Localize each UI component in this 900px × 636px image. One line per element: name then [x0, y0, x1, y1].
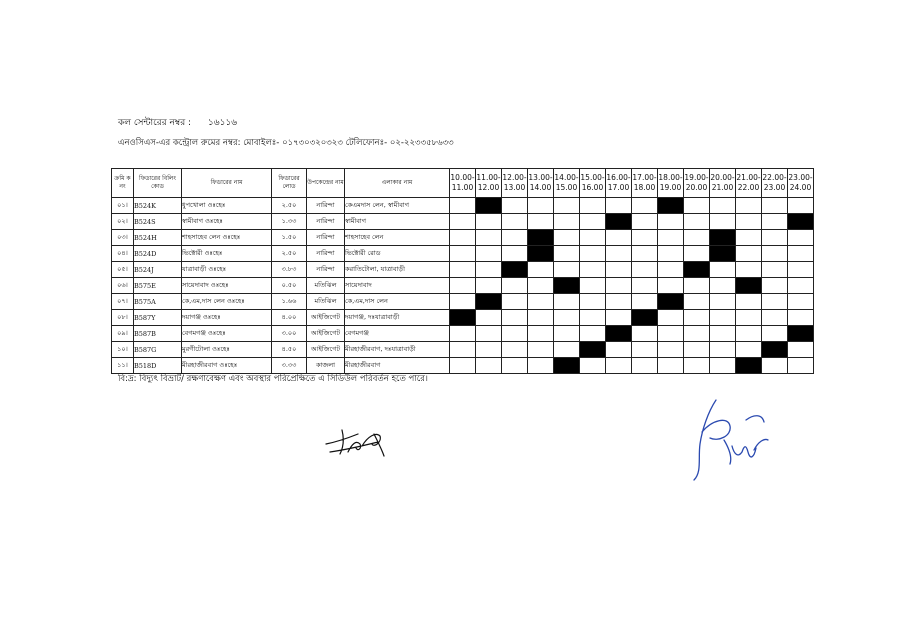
slot-cell [736, 198, 762, 214]
slot-cell [736, 262, 762, 278]
slot-cell [450, 246, 476, 262]
slot-cell [502, 246, 528, 262]
slot-cell [762, 310, 788, 326]
slot-cell [606, 198, 632, 214]
header-slot: 21.00-22.00 [736, 169, 762, 198]
billing-code-cell: B524S [134, 214, 182, 230]
header-slot: 19.00-20.00 [684, 169, 710, 198]
header-billing-code: ফিডারের বিলিং কোড [134, 169, 182, 198]
outage-slot-cell [528, 246, 554, 262]
slot-cell [502, 294, 528, 310]
slot-cell [658, 342, 684, 358]
slot-cell [450, 342, 476, 358]
outage-slot-cell [476, 294, 502, 310]
outage-slot-cell [762, 342, 788, 358]
slot-cell [684, 310, 710, 326]
area-cell: মীরহাজীরবাগ [345, 358, 450, 374]
slot-cell [762, 198, 788, 214]
slot-cell [788, 230, 814, 246]
feeder-name-cell: ভিক্টোরী ওঃহেঃ [182, 246, 272, 262]
substation-cell: কাজলা [307, 358, 345, 374]
outage-slot-cell [710, 230, 736, 246]
billing-code-cell: B518D [134, 358, 182, 374]
slot-cell [788, 246, 814, 262]
slot-cell [632, 262, 658, 278]
slot-cell [658, 310, 684, 326]
area-cell: মীরহাজীরবাগ, দঃযাত্রাবাড়ী [345, 342, 450, 358]
slot-cell [450, 230, 476, 246]
header-slot: 20.00-21.00 [710, 169, 736, 198]
slot-cell [684, 278, 710, 294]
slot-cell [528, 310, 554, 326]
serial-cell: ০৬। [112, 278, 134, 294]
slot-cell [658, 246, 684, 262]
outage-slot-cell [736, 278, 762, 294]
serial-cell: ০১। [112, 198, 134, 214]
slot-cell [658, 262, 684, 278]
slot-cell [606, 230, 632, 246]
outage-slot-cell [528, 230, 554, 246]
slot-cell [788, 278, 814, 294]
header-slot: 16.00-17.00 [606, 169, 632, 198]
load-shedding-schedule-table [111, 168, 814, 374]
slot-cell [554, 342, 580, 358]
slot-cell [554, 294, 580, 310]
feeder-name-cell: ধুপখোলা ওঃহেঃ [182, 198, 272, 214]
feeder-name-cell: মুরগীটোলা ওঃহেঃ [182, 342, 272, 358]
slot-cell [606, 278, 632, 294]
feeder-load-cell: ১.৬৬ [272, 294, 307, 310]
control-room-line: এনওসিএস-এর কন্ট্রোল রুমের নম্বর: মোবাইলঃ- ০১৭৩০৩২০৩২৩ টেলিফোনঃ- ০২-২২৩৩৫৮৬৩৩ [118, 138, 454, 148]
slot-cell [736, 214, 762, 230]
header-slot: 13.00-14.00 [528, 169, 554, 198]
table-row [112, 198, 814, 214]
slot-cell [580, 246, 606, 262]
slot-cell [606, 294, 632, 310]
area-cell: দয়াগঞ্জ, দঃযাত্রাবাড়ী [345, 310, 450, 326]
slot-cell [684, 246, 710, 262]
slot-cell [762, 214, 788, 230]
slot-cell [554, 246, 580, 262]
slot-cell [580, 214, 606, 230]
area-cell: কে,এম,দাস লেন [345, 294, 450, 310]
table-row [112, 262, 814, 278]
slot-cell [684, 358, 710, 374]
feeder-load-cell: ৪.৫০ [272, 342, 307, 358]
slot-cell [762, 230, 788, 246]
slot-cell [580, 310, 606, 326]
slot-cell [658, 278, 684, 294]
slot-cell [450, 198, 476, 214]
feeder-load-cell: ২.৫০ [272, 246, 307, 262]
slot-cell [554, 310, 580, 326]
slot-cell [580, 198, 606, 214]
header-area: এলাকার নাম [345, 169, 450, 198]
slot-cell [450, 262, 476, 278]
slot-cell [788, 310, 814, 326]
billing-code-cell: B575E [134, 278, 182, 294]
slot-cell [632, 198, 658, 214]
feeder-load-cell: ০.৫০ [272, 278, 307, 294]
slot-cell [502, 278, 528, 294]
outage-slot-cell [476, 198, 502, 214]
slot-cell [502, 230, 528, 246]
slot-cell [502, 342, 528, 358]
call-center-number: ১৬১১৬ [207, 118, 238, 128]
slot-cell [554, 198, 580, 214]
slot-cell [554, 326, 580, 342]
slot-cell [658, 358, 684, 374]
serial-cell: ০৮। [112, 310, 134, 326]
substation-cell: নারিন্দা [307, 214, 345, 230]
outage-slot-cell [658, 198, 684, 214]
feeder-name-cell: স্বামীবাগ ওঃহেঃ [182, 214, 272, 230]
slot-cell [710, 214, 736, 230]
substation-cell: আইজিগেট [307, 310, 345, 326]
slot-cell [450, 214, 476, 230]
header-feeder-name: ফিডারের নাম [182, 169, 272, 198]
slot-cell [528, 198, 554, 214]
table-row [112, 294, 814, 310]
area-cell: শাহসাহেব লেন [345, 230, 450, 246]
slot-cell [736, 342, 762, 358]
slot-cell [632, 278, 658, 294]
substation-cell: নারিন্দা [307, 246, 345, 262]
billing-code-cell: B587B [134, 326, 182, 342]
table-row [112, 246, 814, 262]
slot-cell [762, 294, 788, 310]
slot-cell [502, 326, 528, 342]
billing-code-cell: B524K [134, 198, 182, 214]
slot-cell [684, 294, 710, 310]
table-row [112, 326, 814, 342]
slot-cell [606, 310, 632, 326]
slot-cell [528, 326, 554, 342]
header-slot: 10.00-11.00 [450, 169, 476, 198]
slot-cell [606, 358, 632, 374]
slot-cell [658, 214, 684, 230]
slot-cell [710, 294, 736, 310]
slot-cell [710, 358, 736, 374]
slot-cell [710, 342, 736, 358]
header-feeder-load: ফিডারের লোড [272, 169, 307, 198]
substation-cell: নারিন্দা [307, 198, 345, 214]
slot-cell [736, 294, 762, 310]
serial-cell: ০২। [112, 214, 134, 230]
slot-cell [684, 230, 710, 246]
slot-cell [658, 230, 684, 246]
slot-cell [658, 326, 684, 342]
billing-code-cell: B587Y [134, 310, 182, 326]
slot-cell [736, 326, 762, 342]
feeder-name-cell: মীরহাজীরবাগ ওঃহেঃ [182, 358, 272, 374]
slot-cell [710, 310, 736, 326]
slot-cell [502, 214, 528, 230]
slot-cell [476, 358, 502, 374]
slot-cell [502, 358, 528, 374]
slot-cell [554, 230, 580, 246]
substation-cell: নারিন্দা [307, 262, 345, 278]
billing-code-cell: B524J [134, 262, 182, 278]
billing-code-cell: B575A [134, 294, 182, 310]
slot-cell [450, 278, 476, 294]
outage-slot-cell [502, 262, 528, 278]
header-slot: 14.00-15.00 [554, 169, 580, 198]
slot-cell [632, 326, 658, 342]
slot-cell [632, 214, 658, 230]
slot-cell [684, 214, 710, 230]
slot-cell [554, 262, 580, 278]
signature-right [688, 392, 778, 484]
serial-cell: ০৪। [112, 246, 134, 262]
billing-code-cell: B587G [134, 342, 182, 358]
call-center-label: কল সেন্টারের নম্বর : [118, 118, 192, 128]
feeder-name-cell: কে,এম,দাস লেন ওঃহেঃ [182, 294, 272, 310]
slot-cell [788, 294, 814, 310]
slot-cell [502, 310, 528, 326]
outage-slot-cell [788, 214, 814, 230]
slot-cell [554, 214, 580, 230]
header-slot: 17.00-18.00 [632, 169, 658, 198]
slot-cell [762, 358, 788, 374]
table-row [112, 214, 814, 230]
signature-left [322, 422, 402, 462]
slot-cell [476, 326, 502, 342]
substation-cell: আইজিগেট [307, 342, 345, 358]
slot-cell [736, 310, 762, 326]
slot-cell [528, 262, 554, 278]
substation-cell: মতিঝিল [307, 278, 345, 294]
feeder-load-cell: ১.৩৩ [272, 214, 307, 230]
table-row [112, 310, 814, 326]
slot-cell [528, 358, 554, 374]
header-serial: ক্রমি ক নং [112, 169, 134, 198]
slot-cell [632, 358, 658, 374]
slot-cell [632, 230, 658, 246]
area-cell: কেএমদাস লেন, স্বামীবাগ [345, 198, 450, 214]
slot-cell [762, 246, 788, 262]
area-cell: স্বামীবাগ [345, 214, 450, 230]
slot-cell [476, 230, 502, 246]
header-slot: 18.00-19.00 [658, 169, 684, 198]
schedule-note: বি:দ্র: বিদ্যুৎ বিভ্রাট/ রক্ষণাবেক্ষণ এবং অবস্থার পরিপ্রেক্ষিতে এ সিডিউল পরিবর্তন হতে পারে। [118, 374, 428, 384]
slot-cell [450, 294, 476, 310]
feeder-load-cell: ২.৫০ [272, 198, 307, 214]
slot-cell [476, 342, 502, 358]
slot-cell [788, 358, 814, 374]
table-row [112, 230, 814, 246]
slot-cell [762, 326, 788, 342]
outage-slot-cell [684, 262, 710, 278]
slot-cell [710, 262, 736, 278]
feeder-name-cell: বেগমগঞ্জ ওঃহেঃ [182, 326, 272, 342]
slot-cell [762, 262, 788, 278]
outage-slot-cell [736, 358, 762, 374]
slot-cell [736, 230, 762, 246]
outage-slot-cell [632, 310, 658, 326]
slot-cell [580, 294, 606, 310]
billing-code-cell: B524H [134, 230, 182, 246]
area-cell: বেগমগঞ্জ [345, 326, 450, 342]
outage-slot-cell [580, 342, 606, 358]
table-row [112, 278, 814, 294]
slot-cell [528, 294, 554, 310]
slot-cell [580, 230, 606, 246]
header-slot: 22.00-23.00 [762, 169, 788, 198]
slot-cell [684, 198, 710, 214]
billing-code-cell: B524D [134, 246, 182, 262]
call-center-line [118, 115, 237, 130]
feeder-load-cell: ১.৫০ [272, 230, 307, 246]
serial-cell: ০৩। [112, 230, 134, 246]
slot-cell [710, 198, 736, 214]
serial-cell: ১১। [112, 358, 134, 374]
slot-cell [502, 198, 528, 214]
serial-cell: ০৫। [112, 262, 134, 278]
header-substation: উপকেন্দ্রের নাম [307, 169, 345, 198]
area-cell: ভিক্টোরী রোড [345, 246, 450, 262]
substation-cell: মতিঝিল [307, 294, 345, 310]
slot-cell [762, 278, 788, 294]
slot-cell [788, 342, 814, 358]
slot-cell [710, 278, 736, 294]
slot-cell [528, 214, 554, 230]
area-cell: সায়েদাবাদ [345, 278, 450, 294]
slot-cell [580, 358, 606, 374]
feeder-load-cell: ৩.৮৩ [272, 262, 307, 278]
slot-cell [788, 262, 814, 278]
header-slot: 23.00-24.00 [788, 169, 814, 198]
slot-cell [580, 278, 606, 294]
slot-cell [450, 326, 476, 342]
slot-cell [606, 342, 632, 358]
substation-cell: নারিন্দা [307, 230, 345, 246]
table-row [112, 342, 814, 358]
slot-cell [476, 278, 502, 294]
slot-cell [580, 326, 606, 342]
feeder-name-cell: দয়াগঞ্জ ওঃহেঃ [182, 310, 272, 326]
header-slot: 12.00-13.00 [502, 169, 528, 198]
slot-cell [736, 246, 762, 262]
slot-cell [632, 246, 658, 262]
slot-cell [476, 310, 502, 326]
substation-cell: আইজিগেট [307, 326, 345, 342]
slot-cell [684, 342, 710, 358]
feeder-load-cell: ৩.০০ [272, 326, 307, 342]
slot-cell [476, 262, 502, 278]
table-header-row [112, 169, 814, 198]
slot-cell [528, 342, 554, 358]
outage-slot-cell [606, 214, 632, 230]
slot-cell [606, 262, 632, 278]
feeder-name-cell: যাত্রাবাড়ী ওঃহেঃ [182, 262, 272, 278]
feeder-load-cell: ৩.৩৩ [272, 358, 307, 374]
feeder-name-cell: শাহসাহেব লেন ওঃহেঃ [182, 230, 272, 246]
slot-cell [684, 326, 710, 342]
slot-cell [632, 342, 658, 358]
outage-slot-cell [658, 294, 684, 310]
slot-cell [476, 214, 502, 230]
slot-cell [476, 246, 502, 262]
feeder-load-cell: ৪.০০ [272, 310, 307, 326]
area-cell: করাতিটোলা, যাত্রাবাড়ী [345, 262, 450, 278]
outage-slot-cell [788, 326, 814, 342]
header-slot: 11.00-12.00 [476, 169, 502, 198]
outage-slot-cell [450, 310, 476, 326]
slot-cell [580, 262, 606, 278]
serial-cell: ০৯। [112, 326, 134, 342]
serial-cell: ১০। [112, 342, 134, 358]
slot-cell [450, 358, 476, 374]
feeder-name-cell: সায়েদাবাদ ওঃহেঃ [182, 278, 272, 294]
outage-slot-cell [606, 326, 632, 342]
outage-slot-cell [710, 246, 736, 262]
slot-cell [788, 198, 814, 214]
serial-cell: ০৭। [112, 294, 134, 310]
header-slot: 15.00-16.00 [580, 169, 606, 198]
slot-cell [632, 294, 658, 310]
slot-cell [528, 278, 554, 294]
outage-slot-cell [554, 278, 580, 294]
slot-cell [710, 326, 736, 342]
outage-slot-cell [554, 358, 580, 374]
slot-cell [606, 246, 632, 262]
